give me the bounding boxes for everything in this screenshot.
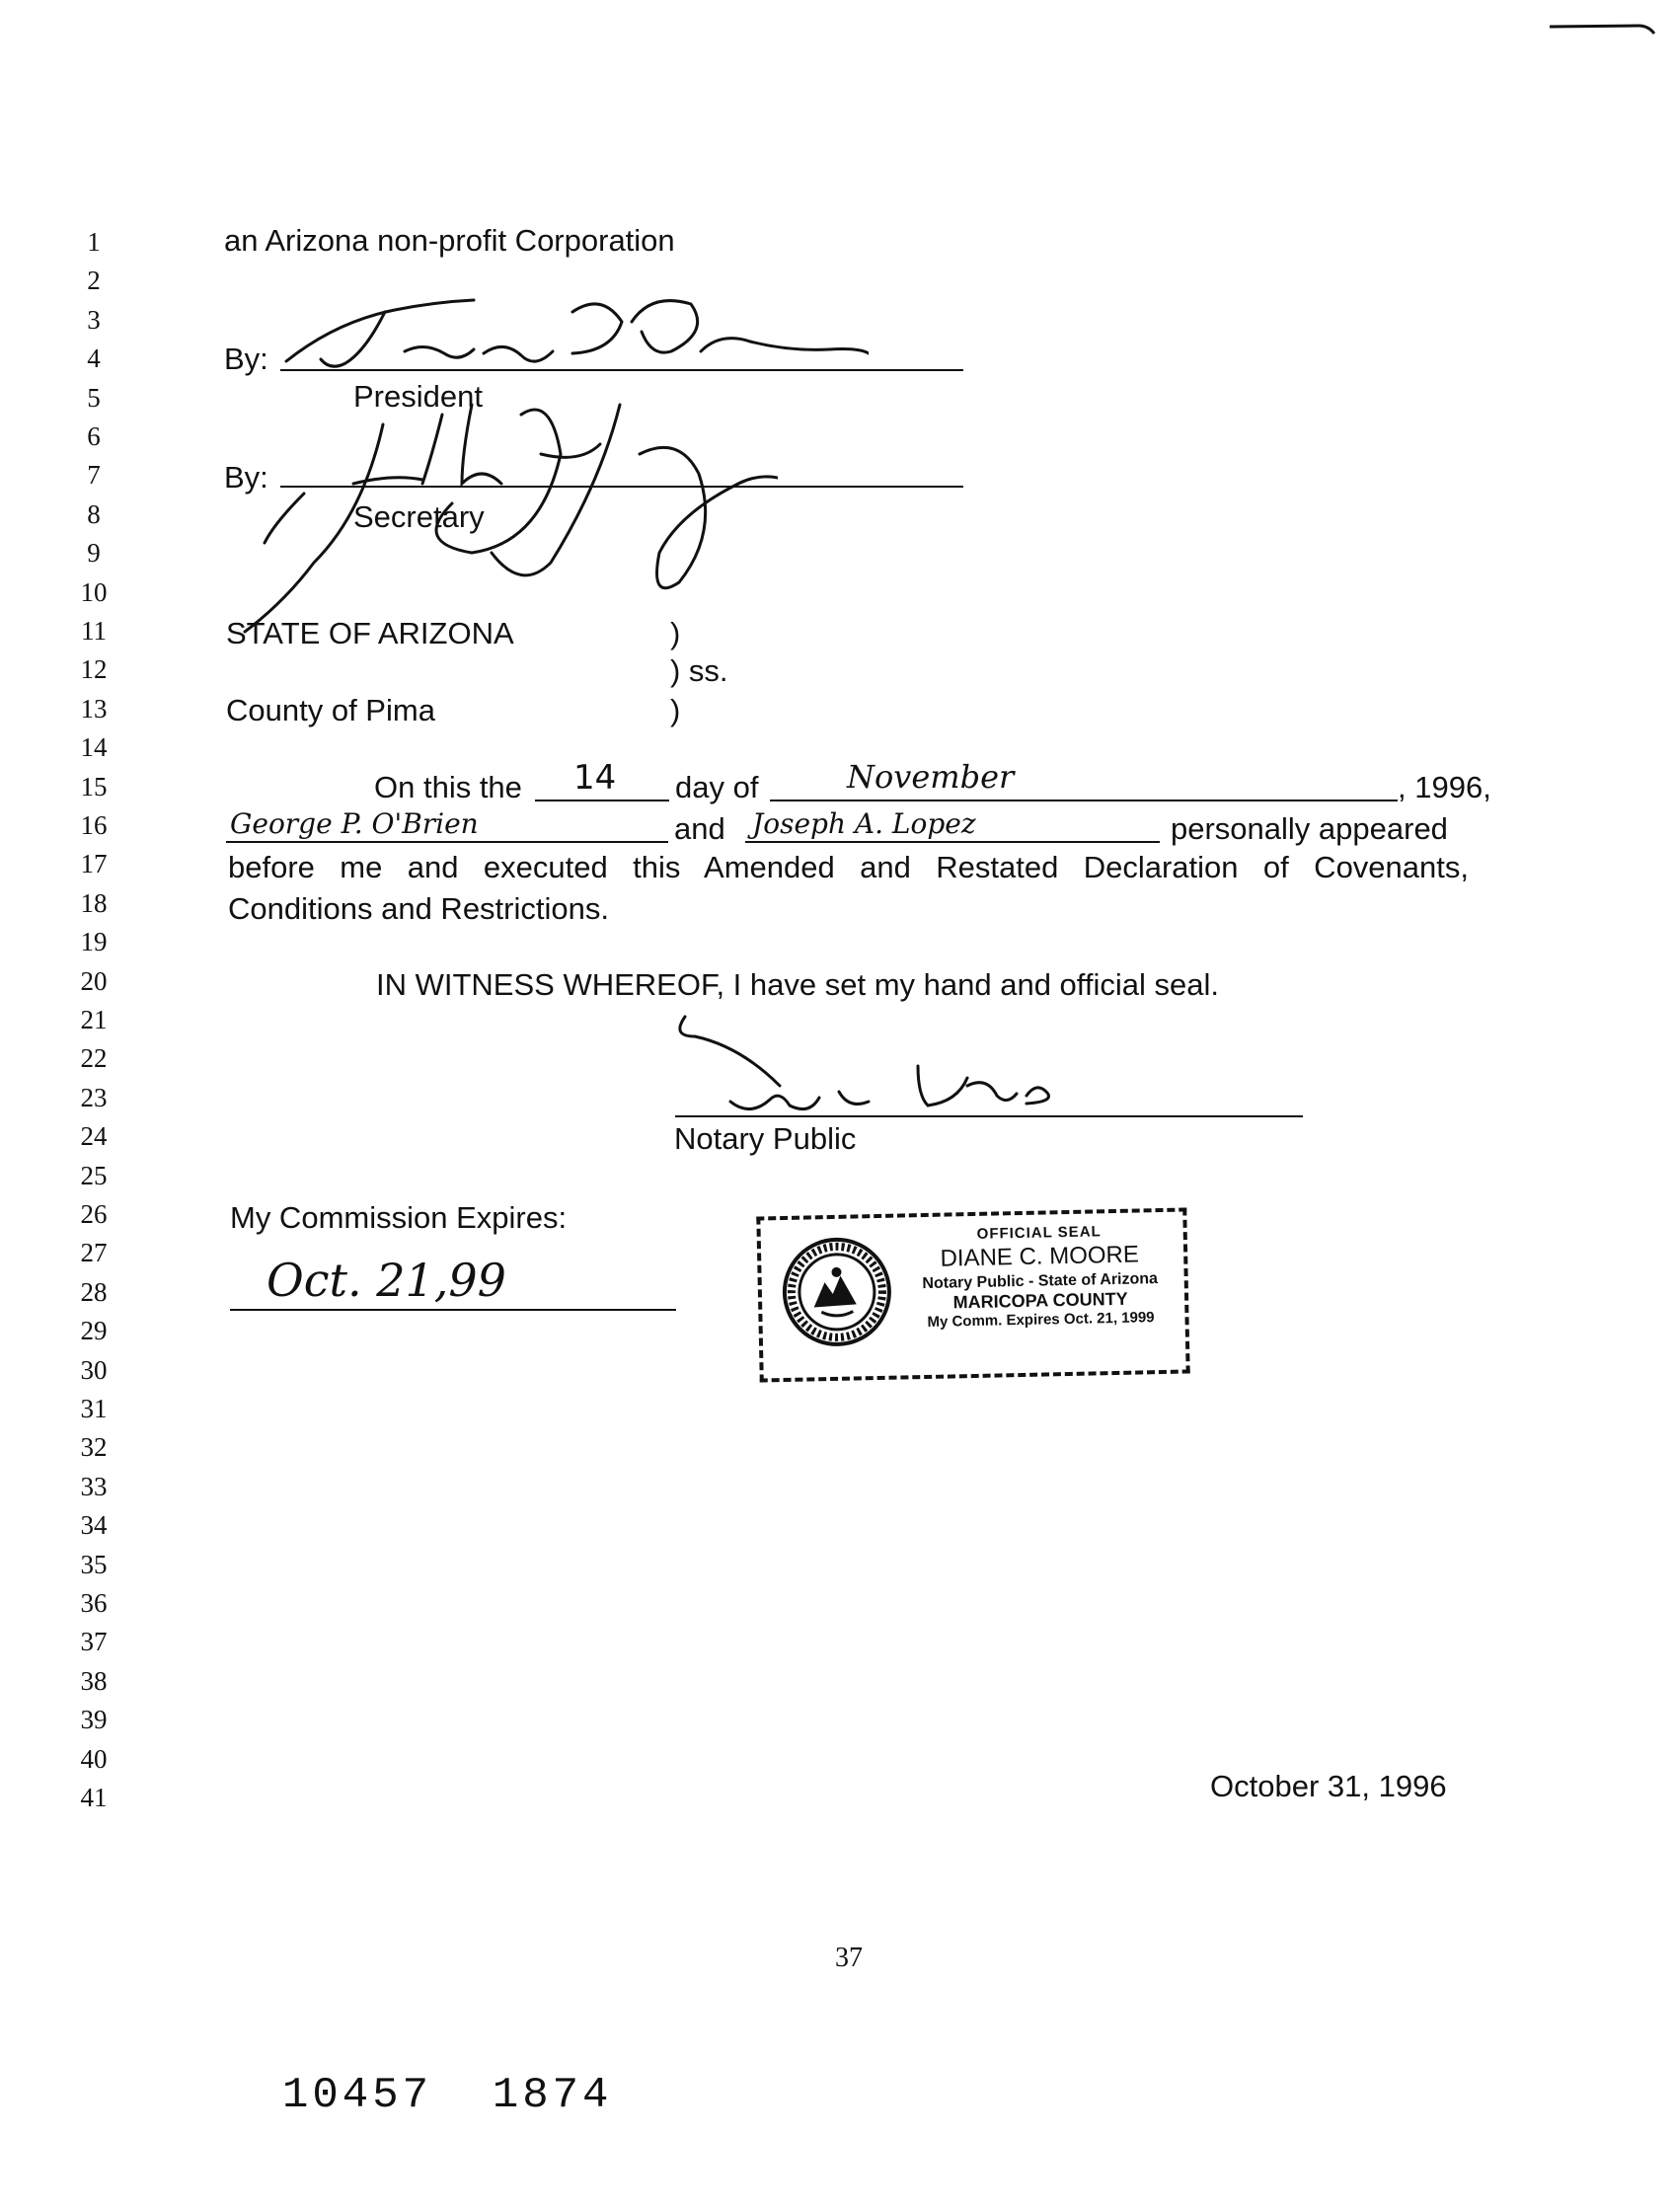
corporation-line: an Arizona non-profit Corporation bbox=[224, 223, 675, 258]
secretary-signature bbox=[225, 395, 778, 642]
seal-expiration: My Comm. Expires Oct. 21, 1999 bbox=[927, 1309, 1155, 1331]
line-number: 2 bbox=[87, 266, 101, 296]
line-number: 38 bbox=[80, 1665, 108, 1696]
line-number: 23 bbox=[80, 1082, 108, 1112]
line-number: 8 bbox=[87, 498, 101, 529]
on-this-the-text: On this the bbox=[374, 770, 522, 804]
line-number: 3 bbox=[87, 304, 101, 335]
line-number: 39 bbox=[80, 1705, 108, 1735]
person-1-handwritten: George P. O'Brien bbox=[230, 807, 479, 840]
line-number: 37 bbox=[80, 1627, 108, 1657]
notary-public-label: Notary Public bbox=[674, 1121, 857, 1156]
line-number: 16 bbox=[80, 810, 108, 840]
line-number: 40 bbox=[80, 1743, 108, 1774]
line-number: 36 bbox=[80, 1588, 108, 1618]
line-number: 21 bbox=[80, 1005, 108, 1034]
line-number: 27 bbox=[80, 1238, 108, 1268]
line-number: 22 bbox=[80, 1043, 108, 1074]
seal-county: MARICOPA COUNTY bbox=[952, 1288, 1128, 1313]
line-number: 26 bbox=[80, 1199, 108, 1229]
commission-date-handwritten: Oct. 21,99 bbox=[266, 1254, 506, 1307]
line-number: 41 bbox=[80, 1783, 108, 1812]
day-of-text: day of bbox=[675, 770, 759, 804]
month-handwritten: November bbox=[847, 758, 1015, 796]
line-number: 19 bbox=[80, 927, 108, 957]
personally-appeared-text: personally appeared bbox=[1171, 811, 1448, 846]
acknowledgment-line-4: Conditions and Restrictions. bbox=[228, 891, 609, 926]
notary-signature bbox=[671, 1007, 1066, 1125]
line-number: 33 bbox=[80, 1471, 108, 1501]
line-number: 9 bbox=[87, 538, 101, 569]
venue-county: County of Pima bbox=[226, 693, 435, 727]
president-title: President bbox=[353, 379, 483, 414]
document-reference-number: 10457 1874 bbox=[282, 2071, 613, 2120]
by-label-president: By: bbox=[224, 342, 268, 376]
by-label-secretary: By: bbox=[224, 460, 268, 495]
line-number: 5 bbox=[87, 382, 101, 413]
year-text: , 1996, bbox=[1398, 770, 1491, 804]
month-blank bbox=[770, 800, 1398, 801]
day-handwritten: 14 bbox=[573, 758, 617, 798]
secretary-title: Secretary bbox=[353, 499, 485, 534]
person-1-blank bbox=[226, 841, 668, 843]
line-number: 24 bbox=[80, 1121, 108, 1152]
venue-paren-1: ) bbox=[670, 616, 681, 650]
and-text: and bbox=[674, 811, 725, 846]
line-number: 18 bbox=[80, 887, 108, 918]
line-number: 34 bbox=[80, 1510, 108, 1541]
venue-ss: ) ss. bbox=[670, 653, 728, 688]
line-number: 17 bbox=[80, 849, 108, 879]
acknowledgment-body bbox=[228, 847, 1469, 930]
person-2-handwritten: Joseph A. Lopez bbox=[752, 807, 976, 840]
line-number: 15 bbox=[80, 771, 108, 801]
page-number: 37 bbox=[835, 1943, 863, 1973]
day-blank bbox=[535, 800, 669, 801]
seal-official-seal: OFFICIAL SEAL bbox=[976, 1223, 1102, 1243]
official-notary-seal bbox=[756, 1207, 1189, 1382]
line-number: 20 bbox=[80, 965, 108, 996]
line-number: 6 bbox=[87, 421, 101, 451]
line-number: 7 bbox=[87, 460, 101, 491]
line-number: 28 bbox=[80, 1276, 108, 1307]
commission-date-line bbox=[230, 1309, 676, 1311]
venue-paren-3: ) bbox=[670, 693, 681, 727]
line-number: 4 bbox=[87, 343, 101, 374]
seal-notary-state: Notary Public - State of Arizona bbox=[922, 1270, 1159, 1293]
line-number: 30 bbox=[80, 1354, 108, 1385]
line-number: 32 bbox=[80, 1432, 108, 1463]
person-2-blank bbox=[745, 841, 1160, 843]
commission-label: My Commission Expires: bbox=[230, 1200, 568, 1235]
state-seal-emblem-icon bbox=[781, 1236, 893, 1348]
witness-statement: IN WITNESS WHEREOF, I have set my hand and official seal. bbox=[376, 967, 1219, 1002]
venue-state: STATE OF ARIZONA bbox=[226, 616, 514, 650]
line-number: 10 bbox=[80, 576, 108, 607]
line-number: 35 bbox=[80, 1549, 108, 1579]
line-number: 13 bbox=[80, 693, 108, 724]
line-number: 29 bbox=[80, 1316, 108, 1346]
line-number: 25 bbox=[80, 1160, 108, 1190]
seal-notary-name: DIANE C. MOORE bbox=[940, 1241, 1140, 1272]
line-number: 14 bbox=[80, 732, 108, 763]
seal-text-block bbox=[895, 1222, 1185, 1332]
acknowledgment-line-3: before me and executed this Amended and Restated Declaration of Covenants, bbox=[228, 850, 1469, 884]
document-date: October 31, 1996 bbox=[1210, 1769, 1447, 1803]
line-number: 1 bbox=[87, 227, 101, 257]
line-number: 31 bbox=[80, 1394, 108, 1423]
line-number: 12 bbox=[80, 654, 108, 685]
corner-scan-mark bbox=[1548, 22, 1656, 41]
line-number: 11 bbox=[81, 616, 107, 646]
